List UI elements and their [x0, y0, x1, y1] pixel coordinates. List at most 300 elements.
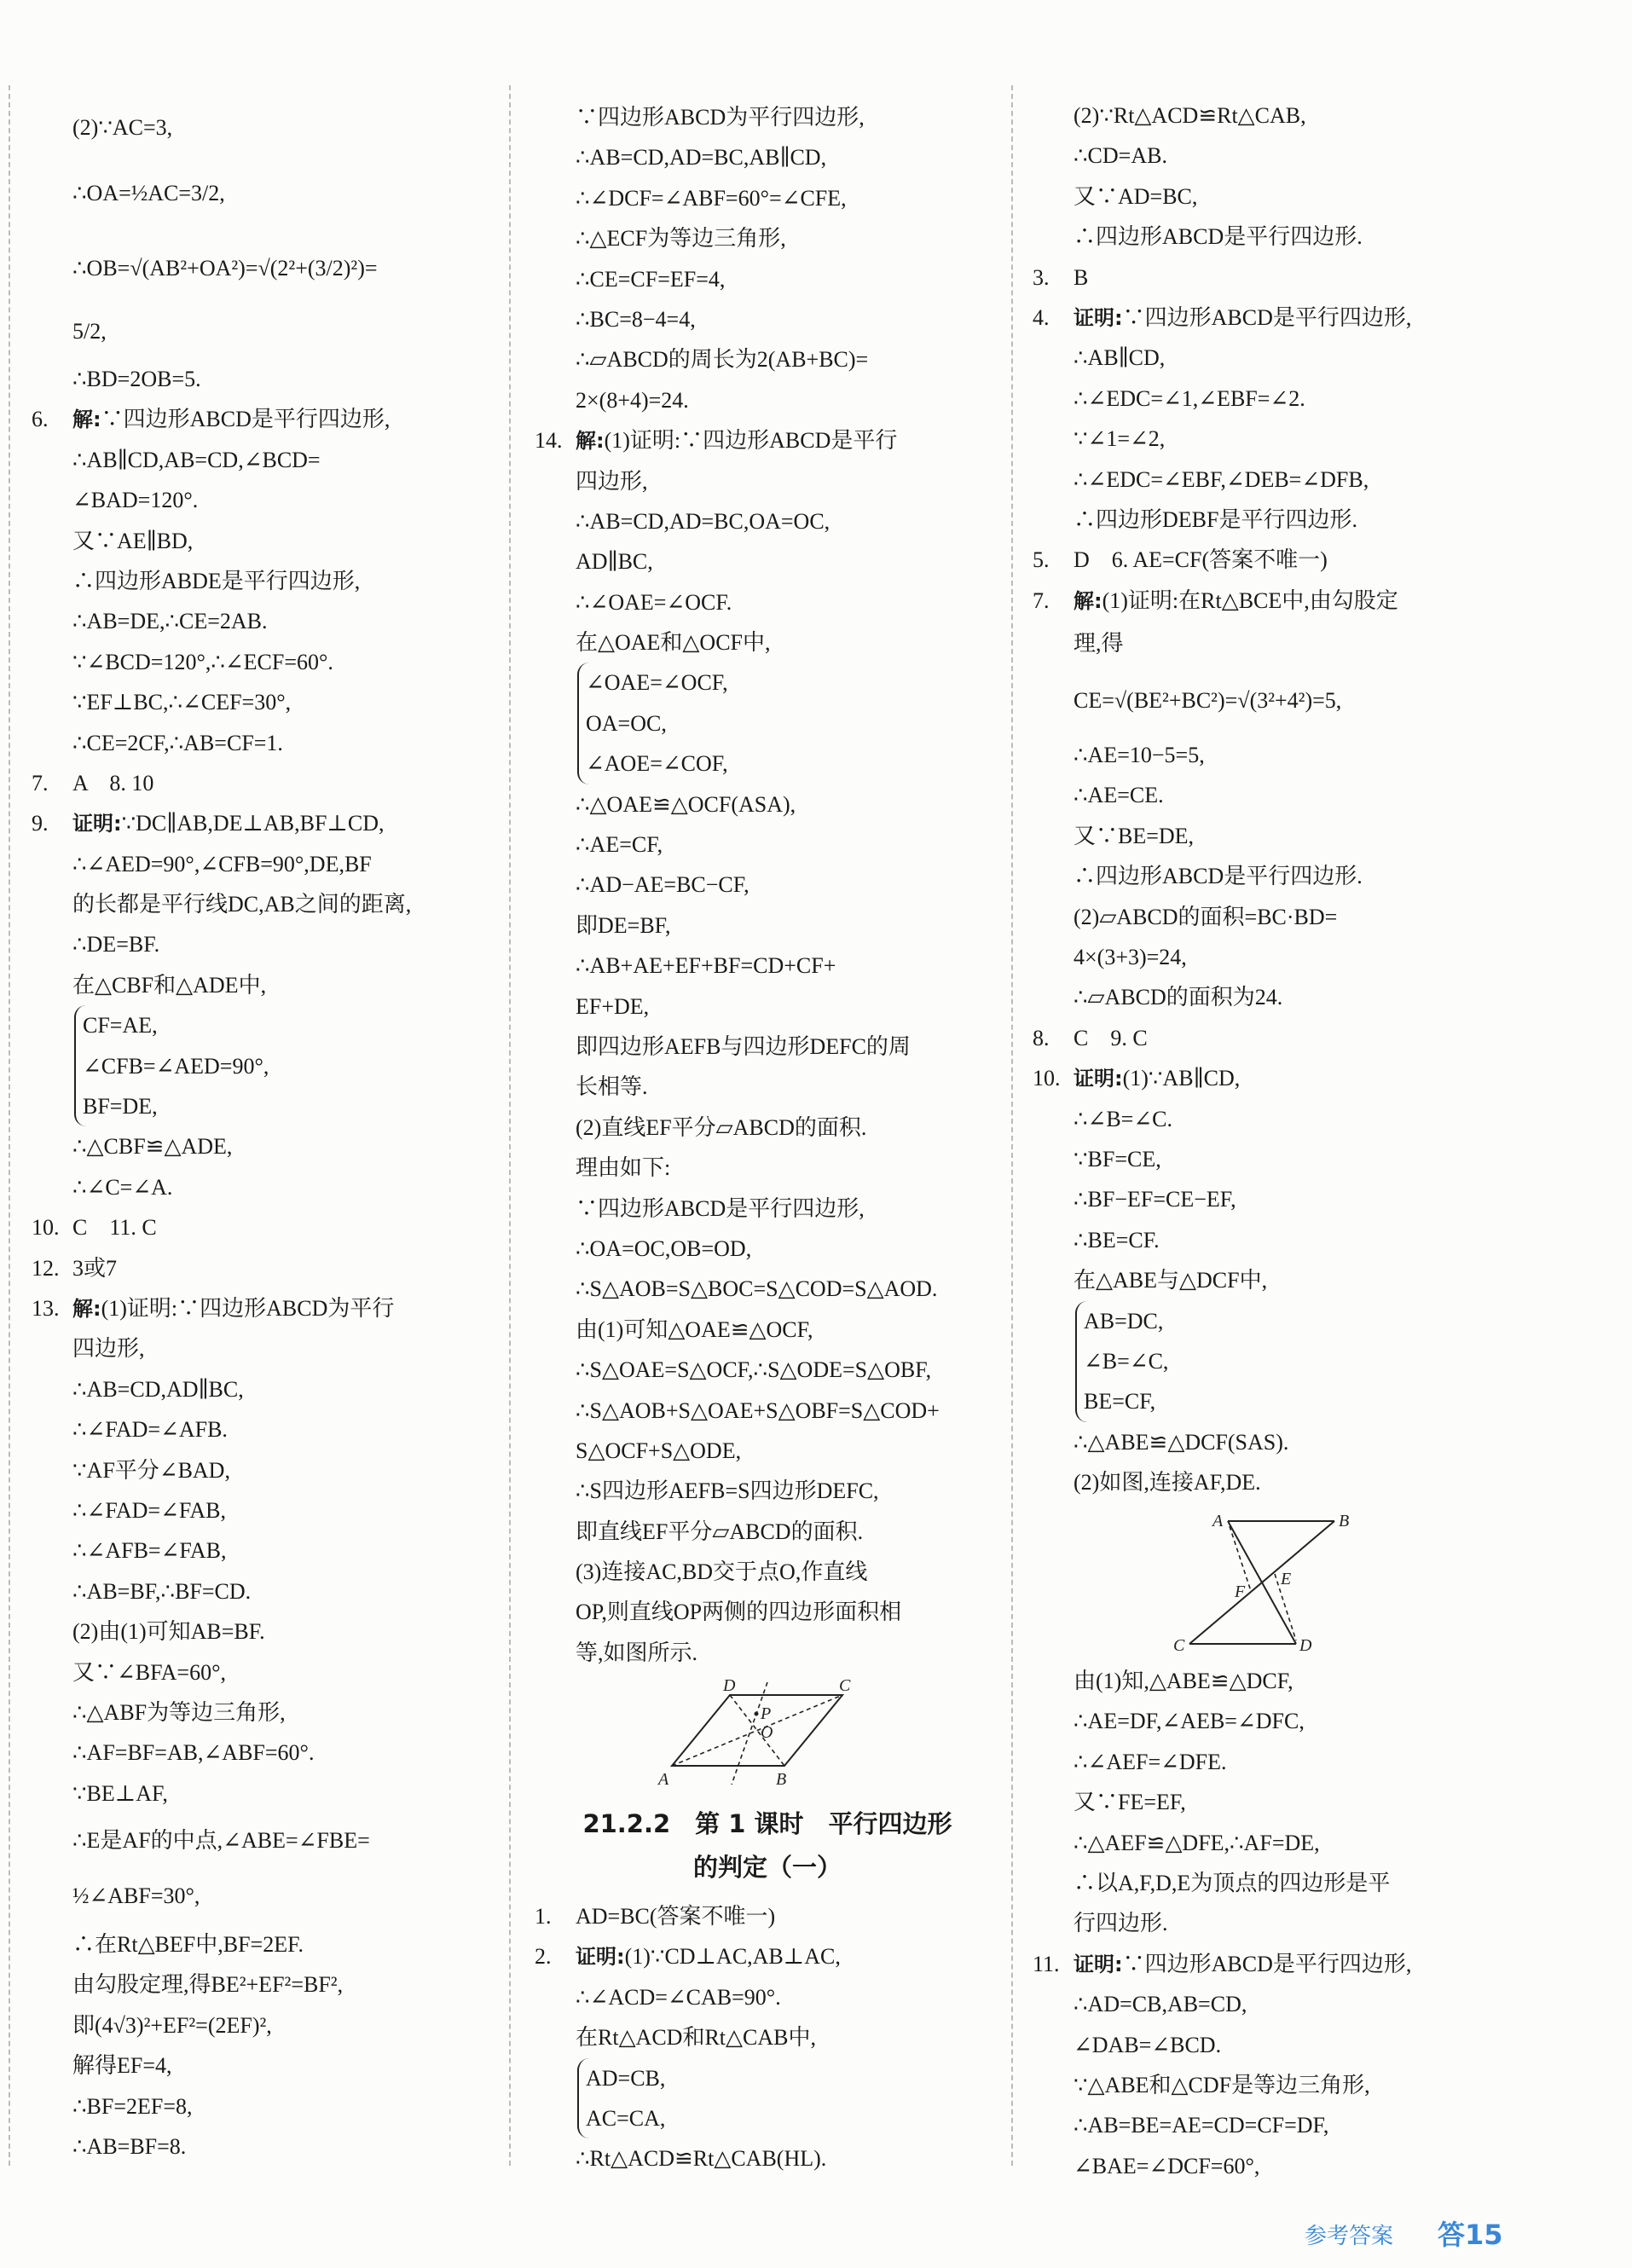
text-line — [1033, 816, 1510, 856]
line-text: ∵△ABE和△CDF是等边三角形, — [1074, 2072, 1370, 2097]
text-line — [535, 1633, 1004, 1673]
line-text: ∠BAE=∠DCF=60°, — [1074, 2153, 1260, 2178]
line-text: 即DE=BF, — [576, 912, 671, 938]
label-f: F — [1235, 1582, 1246, 1601]
line-text: ½∠ABF=30°, — [72, 1883, 200, 1909]
text-line — [535, 1350, 1004, 1390]
text-line — [1075, 1341, 1510, 1381]
line-text: B — [1074, 264, 1089, 290]
line-text: AB=DC, — [1084, 1308, 1164, 1334]
line-text: C 11. C — [72, 1215, 157, 1241]
text-line — [32, 1814, 492, 1868]
line-text: ∴∠B=∠C. — [1074, 1106, 1172, 1131]
text-line — [32, 1409, 492, 1449]
line-text: ∴∠AEF=∠DFE. — [1074, 1749, 1227, 1774]
line-text: ∵四边形ABCD是平行四边形, — [101, 407, 391, 432]
text-line — [1033, 379, 1510, 419]
item-number: 8. — [1033, 1025, 1050, 1050]
answer-column-2-top — [535, 97, 1004, 1673]
text-line — [577, 662, 1004, 703]
label-c: C — [1173, 1636, 1185, 1655]
line-text: ∴△OAE≌△OCF(ASA), — [576, 791, 796, 817]
line-text: ∴∠AED=90°,∠CFB=90°,DE,BF — [72, 851, 372, 877]
line-text: CE=√(BE²+BC²)=√(3²+4²)=5, — [1074, 688, 1342, 714]
section-heading-line1: 21.2.2 第 1 课时 平行四边形 — [582, 1809, 952, 1838]
text-line — [535, 1977, 1004, 2017]
text-line — [32, 1126, 492, 1166]
text-line — [535, 905, 1004, 946]
text-line — [32, 884, 492, 924]
text-line — [32, 155, 492, 232]
line-text: ∴AB=DE,∴CE=2AB. — [72, 609, 268, 634]
item-number: 14. — [535, 428, 563, 454]
text-line — [535, 1269, 1004, 1309]
line-text: BE=CF, — [1084, 1389, 1156, 1415]
text-line — [535, 1592, 1004, 1632]
answer-item — [1033, 298, 1510, 338]
line-text: ∴△ABF为等边三角形, — [72, 1699, 286, 1725]
answer-item — [32, 1288, 492, 1328]
line-text: AD=BC(答案不唯一) — [576, 1904, 776, 1929]
line-text: ∴AE=10−5=5, — [1074, 743, 1205, 768]
text-line — [535, 986, 1004, 1027]
line-text: ∴BF=2EF=8, — [72, 2093, 193, 2119]
text-line — [1033, 500, 1510, 540]
text-line — [535, 1431, 1004, 1471]
line-text: (2)直线EF平分▱ABCD的面积. — [576, 1114, 867, 1140]
answer-item — [1033, 1944, 1510, 1984]
text-line — [577, 2098, 1004, 2138]
line-text: ∴AB∥CD, — [1074, 345, 1166, 371]
line-text: ∵四边形ABCD为平行四边形, — [576, 105, 865, 130]
text-line — [535, 784, 1004, 824]
text-line — [1033, 1260, 1510, 1300]
line-text: 即(4√3)²+EF²=(2EF)², — [72, 2012, 272, 2038]
line-text: AD∥BC, — [576, 549, 653, 575]
text-line — [32, 1964, 492, 2005]
text-line — [535, 824, 1004, 865]
text-line — [32, 924, 492, 964]
text-line — [535, 1108, 1004, 1148]
text-line — [1033, 136, 1510, 176]
text-line — [32, 1868, 492, 1924]
text-line — [32, 2126, 492, 2167]
line-text: ∠CFB=∠AED=90°, — [83, 1053, 269, 1079]
line-text: ∴四边形DEBF是平行四边形. — [1074, 506, 1357, 532]
item-number: 3. — [1033, 264, 1050, 290]
text-line — [577, 743, 1004, 784]
text-line — [535, 622, 1004, 662]
answer-keyword: 证明: — [1074, 305, 1123, 330]
text-line — [1075, 1381, 1510, 1421]
line-text: ∵四边形ABCD是平行四边形, — [576, 1195, 865, 1221]
text-line — [535, 501, 1004, 541]
text-line — [1033, 2065, 1510, 2105]
line-text: 又∵AD=BC, — [1074, 183, 1198, 209]
line-text: 等,如图所示. — [576, 1640, 698, 1665]
answer-keyword: 证明: — [72, 812, 122, 836]
line-text: 5/2, — [72, 319, 107, 344]
section-heading — [546, 1802, 989, 1889]
line-text: ∴AE=CE. — [1074, 783, 1164, 808]
text-line — [535, 1027, 1004, 1067]
text-line — [32, 601, 492, 641]
label-c: C — [839, 1678, 851, 1695]
text-line — [535, 1310, 1004, 1350]
line-text: (1)∵AB∥CD, — [1122, 1066, 1241, 1091]
text-line — [1033, 1701, 1510, 1741]
line-text: ∴AB=CD,AD=BC,AB∥CD, — [576, 145, 827, 171]
item-number: 7. — [1033, 587, 1050, 613]
line-text: 即四边形AEFB与四边形DEFC的周 — [576, 1033, 911, 1059]
text-line — [32, 304, 492, 359]
text-line — [1033, 775, 1510, 815]
footer-label: 参考答案 — [1305, 2224, 1394, 2249]
answer-item — [1033, 1018, 1510, 1058]
line-text: ∴AB=CD,AD=BC,OA=OC, — [576, 508, 830, 534]
line-text: 的长都是平行线DC,AB之间的距离, — [72, 892, 412, 917]
line-text: (2)∵Rt△ACD≌Rt△CAB, — [1074, 103, 1306, 128]
text-line — [32, 1490, 492, 1530]
line-text: ∴四边形ABCD是平行四边形. — [1074, 864, 1363, 889]
line-text: ∴AE=CF, — [576, 832, 663, 858]
line-text: ∴AB∥CD,AB=CD,∠BCD= — [72, 447, 321, 472]
line-text: ∴▱ABCD的面积为24. — [1074, 985, 1283, 1010]
line-text: ∴四边形ABDE是平行四边形, — [72, 568, 361, 593]
text-line — [1033, 338, 1510, 378]
item-number: 2. — [535, 1944, 552, 1970]
line-text: ∴△ABE≌△DCF(SAS). — [1074, 1429, 1289, 1455]
item-number: 9. — [32, 811, 49, 836]
answer-column-3-top — [1033, 95, 1510, 1503]
text-line — [535, 1471, 1004, 1511]
line-text: (2)由(1)可知AB=BF. — [72, 1619, 265, 1645]
line-text: ∴OA=½AC=3/2, — [72, 181, 225, 205]
line-text: ∴▱ABCD的周长为2(AB+BC)= — [576, 347, 869, 373]
line-text: ∴△CBF≌△ADE, — [72, 1134, 233, 1160]
label-d: D — [723, 1678, 736, 1695]
line-text: 行四边形. — [1074, 1911, 1168, 1936]
text-line — [1033, 856, 1510, 896]
line-text: ∴CD=AB. — [1074, 143, 1167, 169]
answer-keyword: 证明: — [1074, 1067, 1123, 1091]
line-text: ∴Rt△ACD≌Rt△CAB(HL). — [576, 2146, 827, 2172]
hourglass-figure — [1160, 1507, 1364, 1658]
answer-item — [1033, 257, 1510, 298]
line-text: ∴∠ACD=∠CAB=90°. — [576, 1984, 781, 2010]
text-line — [1033, 621, 1510, 667]
text-line — [535, 380, 1004, 420]
text-line — [32, 1692, 492, 1733]
section-heading-line2: 的判定（一） — [692, 1853, 842, 1882]
text-line — [1033, 937, 1510, 977]
line-text: 2×(8+4)=24. — [576, 387, 689, 413]
line-text: CF=AE, — [83, 1013, 158, 1039]
line-text: (1)证明:∵四边形ABCD是平行 — [604, 428, 898, 454]
line-text: ∴AB=CD,AD∥BC, — [72, 1376, 244, 1402]
line-text: ∵EF⊥BC,∴∠CEF=30°, — [72, 690, 292, 715]
line-text: 在△ABE与△DCF中, — [1074, 1268, 1268, 1293]
text-line — [535, 541, 1004, 581]
line-text: ∴AD−AE=BC−CF, — [576, 872, 749, 898]
text-line — [32, 1733, 492, 1773]
item-number: 1. — [535, 1904, 552, 1929]
text-line — [535, 1552, 1004, 1592]
line-text: 又∵AE∥BD, — [72, 528, 194, 553]
text-line — [32, 642, 492, 682]
answer-item — [1033, 581, 1510, 621]
line-text: ∴S△AOB+S△OAE+S△OBF=S△COD+ — [576, 1397, 940, 1423]
line-text: ∵∠1=∠2, — [1074, 426, 1166, 452]
line-text: ∴AE=DF,∠AEB=∠DFC, — [1074, 1709, 1305, 1734]
text-line — [32, 1571, 492, 1611]
line-text: S△OCF+S△ODE, — [576, 1438, 742, 1463]
line-text: 四边形, — [72, 1336, 145, 1362]
item-number: 12. — [32, 1255, 60, 1281]
text-line — [32, 2045, 492, 2086]
line-text: ∵四边形ABCD是平行四边形, — [1122, 1951, 1412, 1976]
line-text: ∴CE=2CF,∴AB=CF=1. — [72, 730, 283, 755]
line-text: 由(1)知,△ABE≌△DCF, — [1074, 1669, 1293, 1693]
line-text: OA=OC, — [586, 710, 667, 736]
text-line — [535, 2138, 1004, 2178]
line-text: EF+DE, — [576, 993, 650, 1019]
text-line — [535, 1189, 1004, 1229]
text-line — [32, 561, 492, 601]
line-text: ∴∠EDC=∠1,∠EBF=∠2. — [1074, 385, 1305, 411]
line-text: 在Rt△ACD和Rt△CAB中, — [576, 2025, 816, 2051]
text-line — [32, 844, 492, 884]
answer-item — [32, 1248, 492, 1288]
line-text: ∴∠OAE=∠OCF. — [576, 589, 732, 615]
line-text: 即直线EF平分▱ABCD的面积. — [576, 1519, 864, 1544]
text-line — [32, 1167, 492, 1207]
line-text: 长相等. — [576, 1074, 648, 1100]
text-line — [32, 1773, 492, 1814]
text-line — [535, 865, 1004, 905]
line-text: ∴S△AOB=S△BOC=S△COD=S△AOD. — [576, 1276, 938, 1302]
answer-item — [32, 399, 492, 439]
text-line — [32, 1450, 492, 1490]
text-line — [1033, 1099, 1510, 1139]
line-text: 理,得 — [1074, 631, 1124, 657]
line-text: D 6. AE=CF(答案不唯一) — [1074, 547, 1328, 573]
text-line — [32, 2005, 492, 2045]
line-text: BF=DE, — [83, 1094, 158, 1120]
text-line — [1033, 1782, 1510, 1822]
item-number: 10. — [1033, 1066, 1061, 1091]
line-text: ∴AB+AE+EF+BF=CD+CF+ — [576, 953, 836, 979]
line-text: ∴AD=CB,AB=CD, — [1074, 1992, 1247, 2017]
line-text: 四边形, — [576, 468, 648, 494]
text-line — [535, 218, 1004, 258]
line-text: ∴OA=OC,OB=OD, — [576, 1235, 752, 1261]
line-text: AC=CA, — [586, 2105, 666, 2131]
text-line — [535, 339, 1004, 379]
line-text: ∵BF=CE, — [1074, 1146, 1161, 1172]
text-line — [74, 1005, 492, 1045]
line-text: 在△OAE和△OCF中, — [576, 630, 771, 656]
text-line — [1033, 1462, 1510, 1502]
line-text: ∴AF=BF=AB,∠ABF=60°. — [72, 1740, 315, 1766]
text-line — [535, 259, 1004, 299]
text-line — [1033, 460, 1510, 500]
text-line — [32, 480, 492, 520]
text-line — [32, 232, 492, 304]
line-text: ∴∠DCF=∠ABF=60°=∠CFE, — [576, 185, 847, 211]
text-line — [1033, 1661, 1510, 1701]
text-line — [1033, 735, 1510, 775]
item-number: 6. — [32, 407, 49, 432]
line-text: ∴在Rt△BEF中,BF=2EF. — [72, 1932, 304, 1958]
text-line — [1033, 1903, 1510, 1943]
answer-keyword: 证明: — [576, 1945, 625, 1970]
line-text: ∴∠AFB=∠FAB, — [72, 1538, 227, 1564]
line-text: A 8. 10 — [72, 770, 154, 796]
text-line — [1033, 2105, 1510, 2145]
text-line — [74, 1086, 492, 1126]
text-line — [1033, 977, 1510, 1017]
text-line — [32, 1530, 492, 1571]
label-a: A — [658, 1770, 669, 1789]
text-line — [32, 101, 492, 155]
line-text: ∴OB=√(AB²+OA²)=√(2²+(3/2)²)= — [72, 256, 378, 281]
line-text: ∴CE=CF=EF=4, — [576, 266, 726, 292]
text-line — [32, 440, 492, 480]
answer-item — [535, 1936, 1004, 1976]
answer-keyword: 证明: — [1074, 1952, 1123, 1976]
line-text: ∴S△OAE=S△OCF,∴S△ODE=S△OBF, — [576, 1357, 932, 1383]
text-line — [32, 521, 492, 561]
text-line — [32, 965, 492, 1005]
line-text: ∴∠FAD=∠FAB, — [72, 1497, 227, 1523]
label-a: A — [1212, 1512, 1224, 1530]
text-line — [32, 2086, 492, 2126]
text-line — [1033, 1422, 1510, 1462]
text-line — [32, 359, 492, 399]
line-text: (1)证明:在Rt△BCE中,由勾股定 — [1102, 587, 1398, 613]
line-text: ∴以A,F,D,E为顶点的四边形是平 — [1074, 1870, 1391, 1895]
answer-item — [32, 763, 492, 803]
label-b: B — [1339, 1512, 1350, 1530]
line-text: 由(1)可知△OAE≌△OCF, — [576, 1316, 813, 1342]
line-text: OP,则直线OP两侧的四边形面积相 — [576, 1600, 902, 1625]
answer-column-2-bottom — [535, 1896, 1004, 2179]
answer-keyword: 解: — [72, 408, 101, 432]
line-text: ∠DAB=∠BCD. — [1074, 2032, 1222, 2057]
line-text: ∵∠BCD=120°,∴∠ECF=60°. — [72, 649, 333, 674]
text-line — [535, 1229, 1004, 1269]
line-text: ∵BE⊥AF, — [72, 1780, 168, 1806]
text-line — [1033, 1984, 1510, 2024]
line-text: ∵AF平分∠BAD, — [72, 1457, 230, 1483]
text-line — [535, 1512, 1004, 1552]
text-line — [1033, 1742, 1510, 1782]
line-text: ∴BD=2OB=5. — [72, 367, 201, 391]
answer-column-3-bottom — [1033, 1661, 1510, 2186]
line-text: ∠AOE=∠COF, — [586, 751, 728, 777]
text-line — [32, 723, 492, 763]
text-line — [535, 2017, 1004, 2057]
text-line — [577, 2058, 1004, 2098]
text-line — [535, 1148, 1004, 1188]
answer-item — [535, 420, 1004, 460]
line-text: 理由如下: — [576, 1155, 671, 1181]
line-text: 3或7 — [72, 1255, 118, 1281]
text-line — [535, 137, 1004, 177]
line-text: ∴BC=8−4=4, — [576, 306, 696, 332]
line-text: (2)∵AC=3, — [72, 115, 173, 140]
text-line — [1033, 419, 1510, 459]
line-text: ∵DC∥AB,DE⊥AB,BF⊥CD, — [121, 811, 385, 836]
line-text: ∵四边形ABCD是平行四边形, — [1122, 304, 1412, 330]
item-number: 7. — [32, 770, 49, 796]
text-line — [535, 946, 1004, 986]
line-text: ∴AB=BF=8. — [72, 2134, 187, 2160]
line-text: ∴BF−EF=CE−EF, — [1074, 1187, 1236, 1212]
text-line — [1033, 176, 1510, 217]
text-line — [1075, 1301, 1510, 1341]
line-text: ∴AB=BE=AE=CD=CF=DF, — [1074, 2113, 1329, 2138]
page-number: 答15 — [1438, 2219, 1503, 2251]
item-number: 13. — [32, 1295, 60, 1321]
text-line — [535, 582, 1004, 622]
line-text: 4×(3+3)=24, — [1074, 945, 1187, 970]
answer-keyword: 解: — [576, 429, 605, 454]
column-divider — [1011, 85, 1013, 2166]
text-line — [535, 299, 1004, 339]
line-text: 由勾股定理,得BE²+EF²=BF², — [72, 1972, 344, 1998]
text-line — [32, 1611, 492, 1652]
answer-item — [32, 1207, 492, 1247]
label-d: D — [1299, 1636, 1312, 1655]
text-line — [32, 1369, 492, 1409]
column-divider — [509, 85, 511, 2166]
label-e: E — [1281, 1570, 1292, 1588]
text-line — [32, 1652, 492, 1692]
text-line — [1033, 1220, 1510, 1260]
line-text: AD=CB, — [586, 2065, 666, 2091]
text-line — [535, 178, 1004, 218]
line-text: ∠BAD=120°. — [72, 488, 199, 513]
item-number: 11. — [1033, 1951, 1060, 1976]
answer-keyword: 解: — [72, 1296, 101, 1321]
line-text: (2)如图,连接AF,DE. — [1074, 1470, 1261, 1496]
line-text: ∠B=∠C, — [1084, 1348, 1169, 1374]
text-line — [1033, 2025, 1510, 2065]
item-number: 4. — [1033, 304, 1050, 330]
line-text: ∴∠FAD=∠AFB. — [72, 1417, 228, 1443]
line-text: (1)∵CD⊥AC,AB⊥AC, — [624, 1944, 841, 1970]
line-text: 在△CBF和△ADE中, — [72, 972, 267, 998]
text-line — [32, 1924, 492, 1964]
text-line — [74, 1046, 492, 1086]
text-line — [1033, 217, 1510, 257]
line-text: ∴BE=CF. — [1074, 1227, 1160, 1253]
line-text: ∴∠C=∠A. — [72, 1174, 173, 1200]
line-text: ∴DE=BF. — [72, 932, 160, 958]
text-line — [577, 703, 1004, 743]
text-line — [1033, 667, 1510, 735]
text-line — [1033, 1863, 1510, 1903]
item-number: 10. — [32, 1215, 60, 1241]
text-line — [32, 1328, 492, 1368]
answer-item — [1033, 1058, 1510, 1098]
label-b: B — [776, 1770, 787, 1789]
answer-item — [1033, 540, 1510, 580]
text-line — [1033, 1179, 1510, 1219]
label-p: P — [761, 1704, 772, 1723]
